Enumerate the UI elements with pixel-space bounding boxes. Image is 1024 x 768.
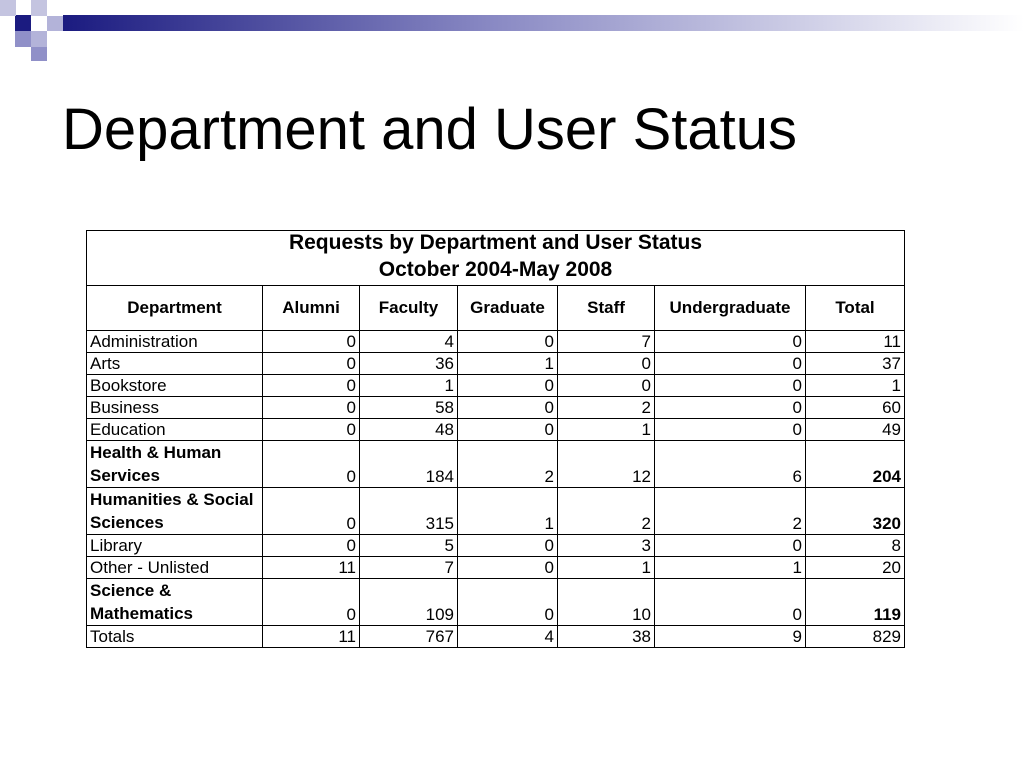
cell-undergraduate: 0: [655, 331, 806, 353]
cell-undergraduate: 0: [655, 353, 806, 375]
cell-undergraduate: 1: [655, 557, 806, 579]
cell-alumni: 0: [263, 397, 360, 419]
table-body: [87, 331, 905, 648]
cell-undergraduate: 0: [655, 535, 806, 557]
column-header-department: Department: [87, 286, 263, 331]
ornament-square: [47, 15, 63, 31]
cell-department: Humanities & Social Sciences: [87, 488, 263, 535]
cell-department: Arts: [87, 353, 263, 375]
cell-department: Science & Mathematics: [87, 579, 263, 626]
cell-faculty: 48: [360, 419, 458, 441]
cell-graduate: 0: [458, 419, 558, 441]
cell-alumni: 11: [263, 626, 360, 648]
table-row: [87, 397, 905, 419]
cell-faculty: 58: [360, 397, 458, 419]
cell-staff: 1: [558, 419, 655, 441]
cell-department: Administration: [87, 331, 263, 353]
table-row: [87, 441, 905, 488]
cell-staff: 0: [558, 353, 655, 375]
cell-graduate: 2: [458, 441, 558, 488]
cell-graduate: 0: [458, 331, 558, 353]
cell-department: Business: [87, 397, 263, 419]
report-table-container: [86, 230, 904, 648]
cell-undergraduate: 0: [655, 375, 806, 397]
cell-staff: 7: [558, 331, 655, 353]
table-row: [87, 419, 905, 441]
report-table: [86, 230, 905, 648]
table-caption-line2: October 2004-May 2008: [378, 258, 613, 281]
cell-graduate: 1: [458, 488, 558, 535]
cell-total: 829: [806, 626, 905, 648]
header-row: [87, 286, 905, 331]
cell-total: 204: [806, 441, 905, 488]
cell-staff: 1: [558, 557, 655, 579]
cell-total: 1: [806, 375, 905, 397]
header-ornament: [0, 0, 1024, 64]
table-row: [87, 331, 905, 353]
cell-faculty: 7: [360, 557, 458, 579]
cell-department: Education: [87, 419, 263, 441]
cell-staff: 2: [558, 488, 655, 535]
cell-graduate: 0: [458, 375, 558, 397]
cell-faculty: 109: [360, 579, 458, 626]
table-row: [87, 535, 905, 557]
cell-undergraduate: 9: [655, 626, 806, 648]
cell-undergraduate: 0: [655, 579, 806, 626]
cell-alumni: 0: [263, 441, 360, 488]
ornament-square: [47, 0, 63, 16]
cell-graduate: 4: [458, 626, 558, 648]
cell-faculty: 315: [360, 488, 458, 535]
cell-faculty: 5: [360, 535, 458, 557]
cell-alumni: 0: [263, 419, 360, 441]
table-row: [87, 557, 905, 579]
cell-staff: 3: [558, 535, 655, 557]
cell-graduate: 0: [458, 535, 558, 557]
ornament-band: [63, 15, 1024, 31]
cell-staff: 12: [558, 441, 655, 488]
ornament-square: [31, 0, 47, 16]
table-caption: [87, 231, 905, 286]
cell-alumni: 0: [263, 331, 360, 353]
cell-staff: 2: [558, 397, 655, 419]
slide-title: Department and User Status: [62, 97, 798, 162]
cell-undergraduate: 2: [655, 488, 806, 535]
cell-faculty: 767: [360, 626, 458, 648]
cell-department: Bookstore: [87, 375, 263, 397]
cell-total: 119: [806, 579, 905, 626]
ornament-square: [15, 31, 31, 47]
cell-total: 37: [806, 353, 905, 375]
column-header-staff: Staff: [558, 286, 655, 331]
cell-alumni: 0: [263, 579, 360, 626]
cell-total: 49: [806, 419, 905, 441]
cell-total: 8: [806, 535, 905, 557]
cell-total: 11: [806, 331, 905, 353]
ornament-square: [31, 31, 47, 47]
ornament-square: [31, 47, 47, 61]
table-row: [87, 375, 905, 397]
cell-undergraduate: 6: [655, 441, 806, 488]
table-row: [87, 579, 905, 626]
cell-total: 320: [806, 488, 905, 535]
cell-alumni: 11: [263, 557, 360, 579]
cell-alumni: 0: [263, 535, 360, 557]
ornament-square: [0, 0, 16, 16]
table-row: [87, 488, 905, 535]
cell-faculty: 36: [360, 353, 458, 375]
totals-row: [87, 626, 905, 648]
cell-total: 20: [806, 557, 905, 579]
caption-row: [87, 231, 905, 286]
cell-alumni: 0: [263, 353, 360, 375]
cell-undergraduate: 0: [655, 419, 806, 441]
table-caption-line1: Requests by Department and User Status: [288, 234, 703, 254]
ornament-square: [15, 15, 31, 31]
column-header-total: Total: [806, 286, 905, 331]
column-header-graduate: Graduate: [458, 286, 558, 331]
cell-department: Library: [87, 535, 263, 557]
cell-staff: 38: [558, 626, 655, 648]
cell-department: Totals: [87, 626, 263, 648]
cell-total: 60: [806, 397, 905, 419]
cell-staff: 10: [558, 579, 655, 626]
cell-graduate: 0: [458, 579, 558, 626]
cell-staff: 0: [558, 375, 655, 397]
cell-faculty: 4: [360, 331, 458, 353]
cell-alumni: 0: [263, 488, 360, 535]
cell-graduate: 0: [458, 397, 558, 419]
cell-department: Health & Human Services: [87, 441, 263, 488]
cell-department: Other - Unlisted: [87, 557, 263, 579]
cell-graduate: 1: [458, 353, 558, 375]
column-header-undergraduate: Undergraduate: [655, 286, 806, 331]
cell-alumni: 0: [263, 375, 360, 397]
cell-faculty: 184: [360, 441, 458, 488]
cell-graduate: 0: [458, 557, 558, 579]
table-row: [87, 353, 905, 375]
cell-undergraduate: 0: [655, 397, 806, 419]
cell-faculty: 1: [360, 375, 458, 397]
column-header-faculty: Faculty: [360, 286, 458, 331]
column-header-alumni: Alumni: [263, 286, 360, 331]
